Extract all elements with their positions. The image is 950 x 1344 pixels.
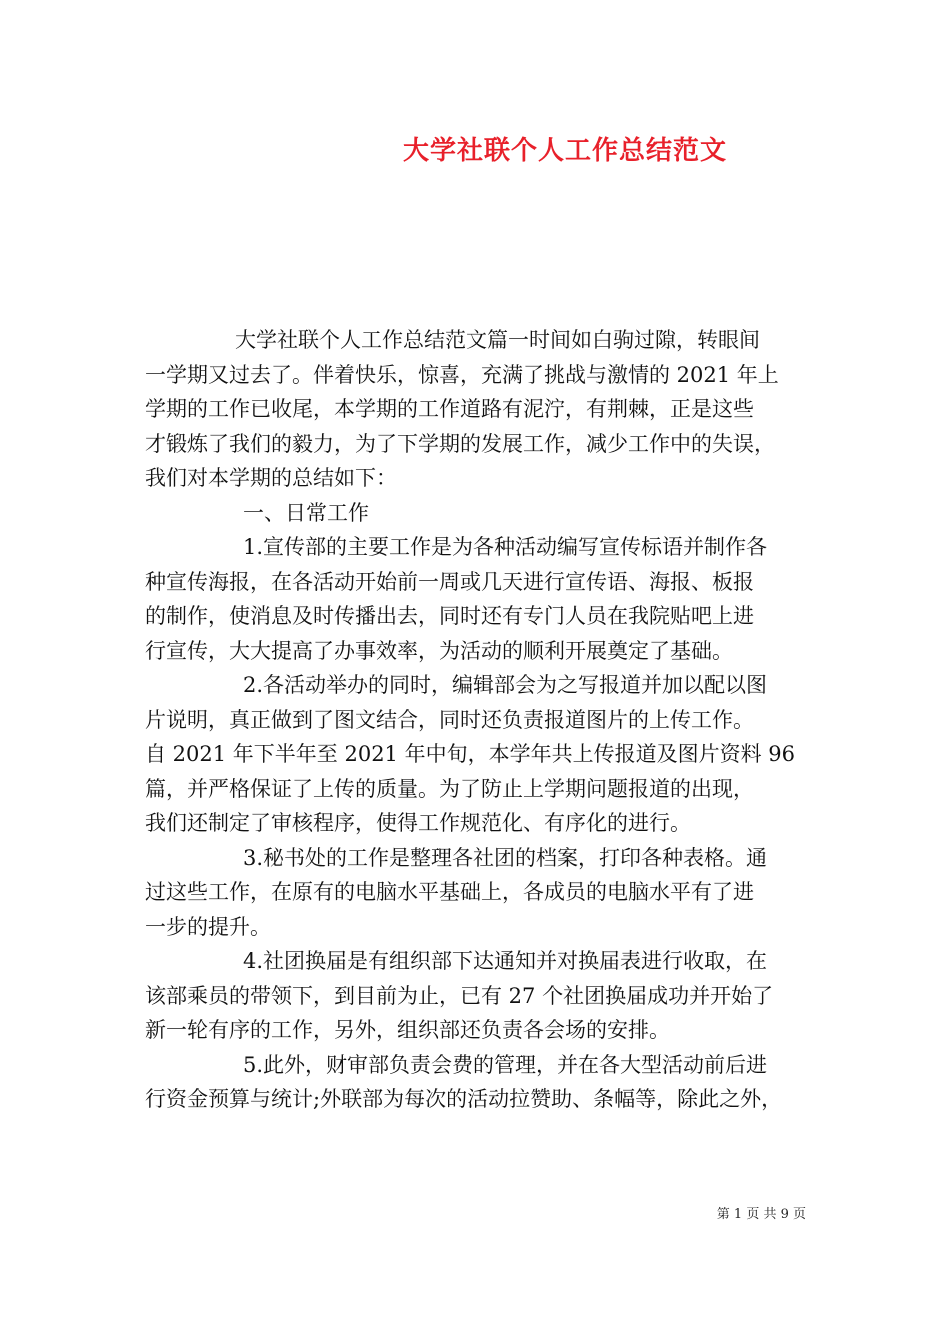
paragraph-line: 种宣传海报，在各活动开始前一周或几天进行宣传语、海报、板报	[145, 569, 754, 594]
paragraph-line: 才锻炼了我们的毅力，为了下学期的发展工作，减少工作中的失误，	[145, 431, 775, 456]
paragraph-line: 行资金预算与统计;外联部为每次的活动拉赞助、条幅等，除此之外，	[145, 1087, 783, 1111]
paragraph-line: 片说明，真正做到了图文结合，同时还负责报道图片的上传工作。	[145, 707, 754, 732]
paragraph-line: 大学社联个人工作总结范文篇一时间如白驹过隙，转眼间	[235, 328, 760, 352]
document-body	[145, 323, 815, 1117]
section-heading: 一、日常工作	[243, 500, 369, 525]
paragraph-line: 我们对本学期的总结如下：	[145, 466, 397, 490]
paragraph-line: 4.社团换届是有组织部下达通知并对换届表进行收取，在	[243, 949, 768, 973]
paragraph-line: 一学期又过去了。伴着快乐，惊喜，充满了挑战与激情的 2021 年上	[145, 362, 779, 387]
paragraph-line: 2.各活动举办的同时，编辑部会为之写报道并加以配以图	[243, 673, 768, 697]
paragraph-line: 1.宣传部的主要工作是为各种活动编写宣传标语并制作各	[243, 535, 768, 559]
paragraph-line: 3.秘书处的工作是整理各社团的档案，打印各种表格。通	[243, 845, 768, 870]
paragraph-line: 学期的工作已收尾，本学期的工作道路有泥泞，有荆棘，正是这些	[145, 397, 754, 421]
page-number: 第 1 页 共 9 页	[716, 1207, 806, 1222]
paragraph-line: 该部乘员的带领下，到目前为止，已有 27 个社团换届成功并开始了	[145, 983, 774, 1008]
document-title: 大学社联个人工作总结范文	[402, 136, 727, 166]
paragraph-line: 一步的提升。	[145, 914, 271, 939]
paragraph-line: 我们还制定了审核程序，使得工作规范化、有序化的进行。	[145, 811, 691, 835]
paragraph-line: 的制作，使消息及时传播出去，同时还有专门人员在我院贴吧上进	[145, 604, 754, 628]
paragraph-line: 自 2021 年下半年至 2021 年中旬，本学年共上传报道及图片资料 96	[145, 742, 795, 766]
paragraph-line: 过这些工作，在原有的电脑水平基础上，各成员的电脑水平有了进	[145, 880, 754, 904]
paragraph-line: 篇，并严格保证了上传的质量。为了防止上学期问题报道的出现，	[145, 776, 754, 801]
paragraph-line: 行宣传，大大提高了办事效率，为活动的顺利开展奠定了基础。	[145, 638, 733, 663]
paragraph-line: 5.此外，财审部负责会费的管理，并在各大型活动前后进	[243, 1052, 768, 1077]
paragraph-line: 新一轮有序的工作，另外，组织部还负责各会场的安排。	[145, 1018, 670, 1042]
